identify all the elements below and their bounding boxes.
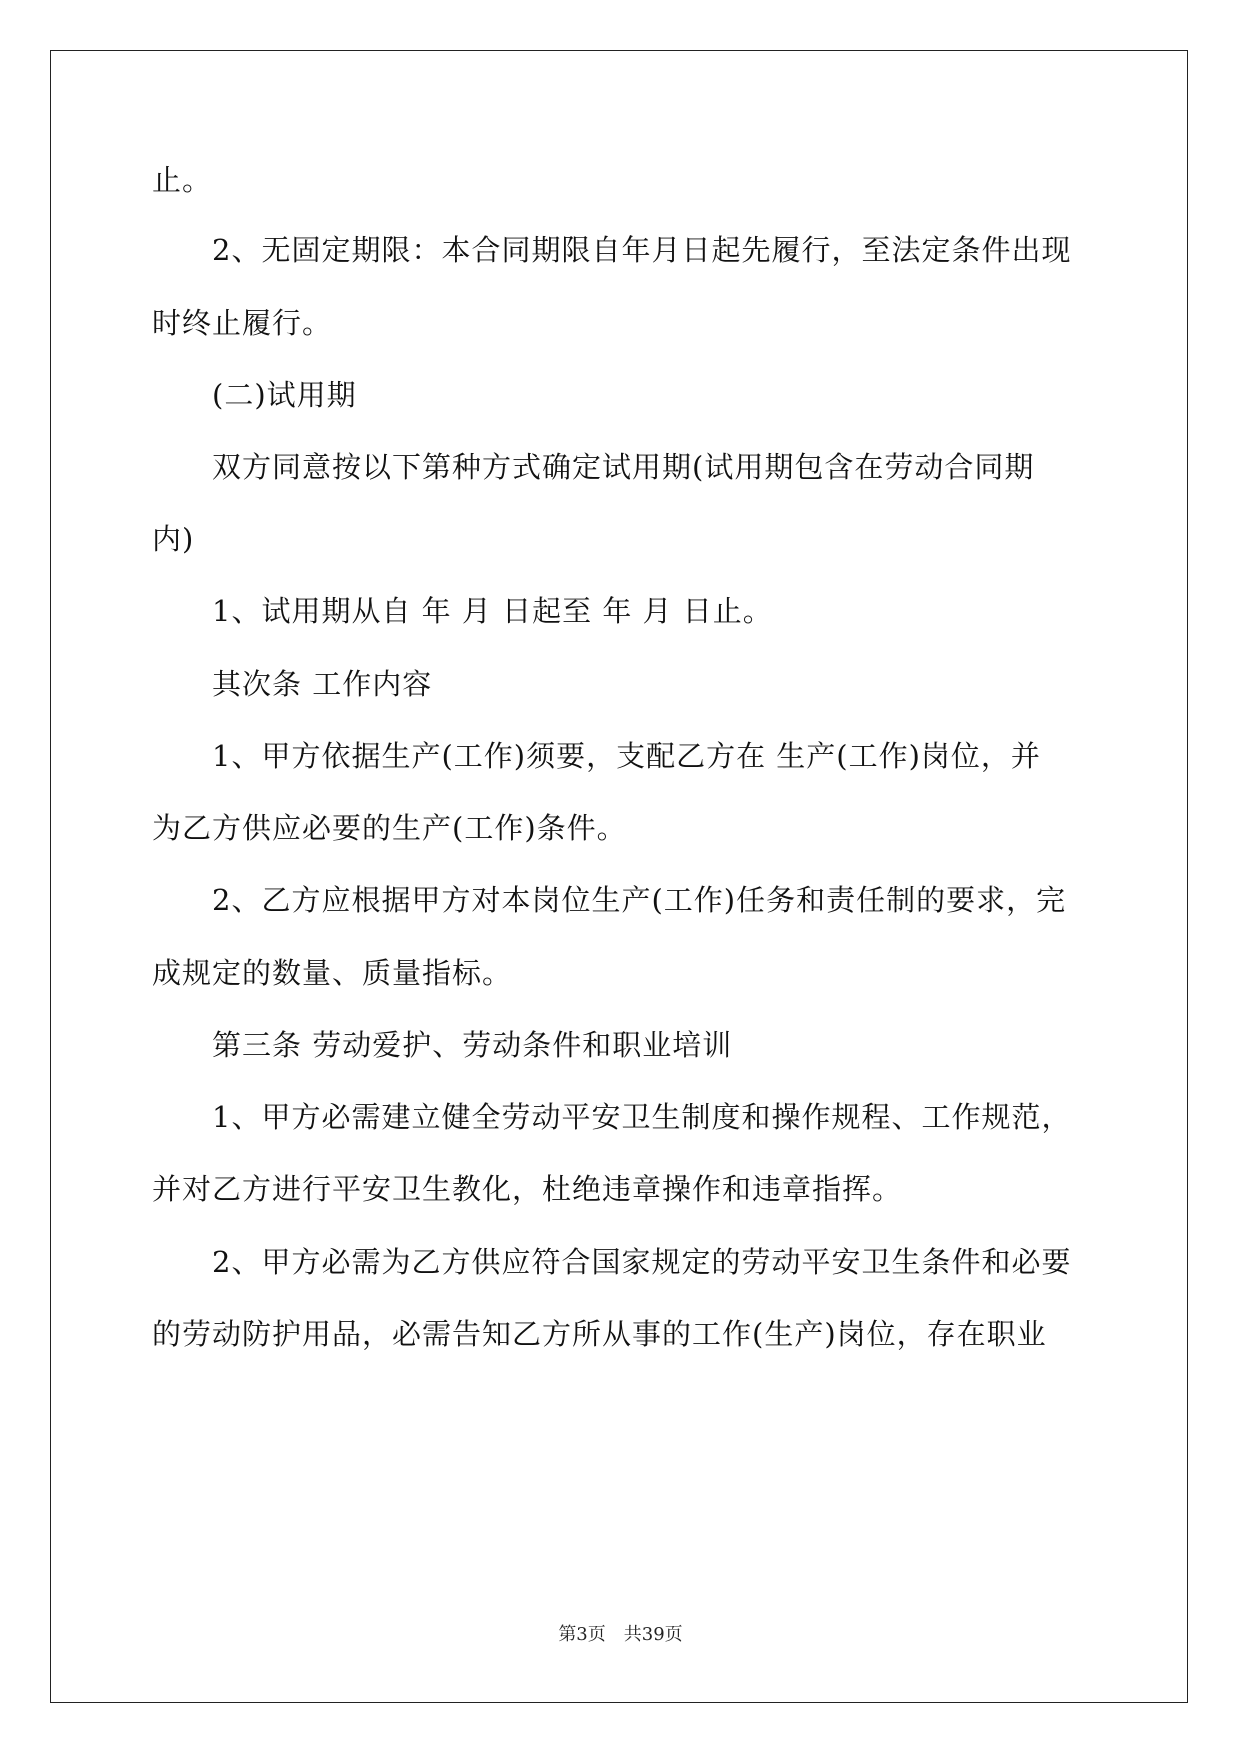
paragraph-line: 的劳动防护用品，必需告知乙方所从事的工作(生产)岗位，存在职业: [152, 1317, 1047, 1351]
paragraph-line: 时终止履行。: [152, 306, 333, 340]
paragraph-line: 双方同意按以下第种方式确定试用期(试用期包含在劳动合同期: [212, 450, 1035, 484]
paragraph-line: 2、乙方应根据甲方对本岗位生产(工作)任务和责任制的要求，完: [212, 883, 1067, 917]
page-number: 第3页: [558, 1624, 606, 1645]
paragraph-line: 内): [152, 522, 195, 556]
paragraph-line: 为乙方供应必要的生产(工作)条件。: [152, 811, 627, 845]
paragraph-line: 止。: [152, 163, 213, 197]
paragraph-line: 成规定的数量、质量指标。: [152, 956, 513, 990]
paragraph-line: 2、甲方必需为乙方供应符合国家规定的劳动平安卫生条件和必要: [212, 1245, 1072, 1279]
paragraph-line: 1、试用期从自 年 月 日起至 年 月 日止。: [212, 594, 773, 628]
page-total: 共39页: [623, 1624, 683, 1645]
section-heading: (二)试用期: [212, 378, 357, 412]
article-heading: 其次条 工作内容: [212, 667, 433, 701]
paragraph-line: 1、甲方必需建立健全劳动平安卫生制度和操作规程、工作规范，: [212, 1100, 1072, 1134]
paragraph-line: 1、甲方依据生产(工作)须要，支配乙方在 生产(工作)岗位，并: [212, 739, 1041, 773]
article-heading: 第三条 劳动爱护、劳动条件和职业培训: [212, 1028, 733, 1062]
page-footer: [0, 1620, 1241, 1646]
page-border: [50, 50, 1188, 1703]
paragraph-line: 2、无固定期限：本合同期限自年月日起先履行，至法定条件出现: [212, 233, 1072, 267]
paragraph-line: 并对乙方进行平安卫生教化，杜绝违章操作和违章指挥。: [152, 1172, 903, 1206]
